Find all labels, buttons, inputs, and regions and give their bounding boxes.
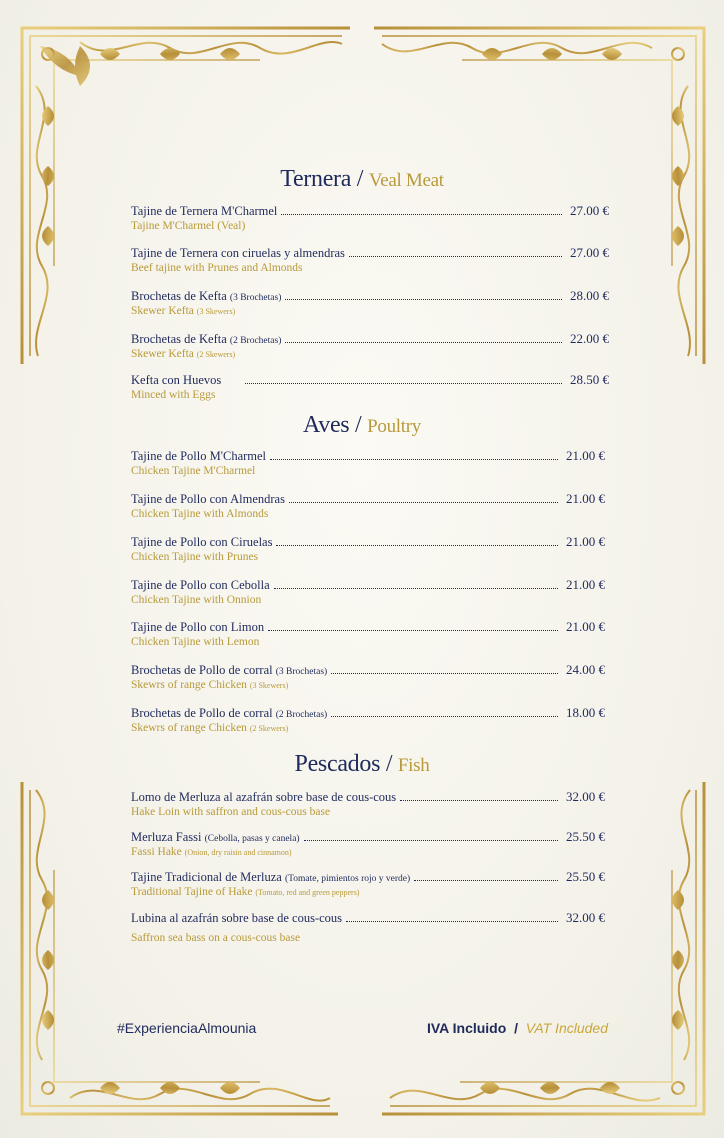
item-name: Brochetas de Kefta (2 Brochetas) [131, 332, 282, 346]
dot-leader [349, 255, 562, 257]
item-description: Skewer Kefta (3 Skewers) [131, 305, 236, 317]
item-name: Merluza Fassi (Cebolla, pasas y canela) [131, 830, 300, 844]
item-description: Skewer Kefta (2 Skewers) [131, 348, 236, 360]
menu-item [131, 577, 605, 606]
item-price: 24.00 € [566, 662, 605, 677]
dot-leader [270, 458, 558, 460]
item-name: Tajine de Pollo con Cebolla [131, 578, 270, 592]
menu-item [131, 372, 609, 401]
dot-leader [289, 501, 558, 503]
item-description: Chicken Tajine with Onnion [131, 594, 262, 606]
menu-item [131, 829, 605, 858]
section-title-slash: / [356, 166, 364, 192]
menu-item [131, 331, 609, 360]
item-price: 21.00 € [566, 491, 605, 506]
section-title-ternera [0, 166, 724, 193]
item-price: 21.00 € [566, 534, 605, 549]
dot-leader [285, 298, 562, 300]
item-name: Tajine de Pollo M'Charmel [131, 449, 267, 463]
dot-leader [245, 382, 562, 384]
dot-leader [276, 544, 558, 546]
item-description: Saffron sea bass on a cous-cous base [131, 932, 301, 944]
section-title-en: Veal Meat [368, 170, 444, 191]
item-description: Hake Loin with saffron and cous-cous base [131, 806, 331, 818]
item-price: 27.00 € [570, 245, 609, 260]
item-price: 25.50 € [566, 829, 605, 844]
dot-leader [331, 715, 558, 717]
item-description: Skewrs of range Chicken (2 Skewers) [131, 722, 289, 734]
item-price: 25.50 € [566, 869, 605, 884]
section-title-en: Fish [397, 755, 430, 776]
section-title-aves [0, 412, 724, 439]
item-description: Chicken Tajine with Prunes [131, 551, 259, 563]
item-name: Brochetas de Kefta (3 Brochetas) [131, 289, 282, 303]
dot-leader [285, 341, 562, 343]
item-name: Tajine de Pollo con Almendras [131, 492, 285, 506]
item-description: Traditional Tajine of Hake (Tomato, red and green peppers) [131, 886, 360, 898]
menu-item [131, 491, 605, 520]
menu-item [131, 245, 609, 274]
item-price: 27.00 € [570, 203, 609, 218]
menu-item [131, 534, 605, 563]
vat-slash: / [514, 1020, 518, 1036]
vat-en: VAT Included [525, 1020, 608, 1036]
item-description: Tajine M'Charmel (Veal) [131, 220, 246, 232]
item-price: 28.50 € [570, 372, 609, 387]
item-name: Lubina al azafrán sobre base de cous-cous [131, 911, 343, 925]
item-name: Tajine de Ternera con ciruelas y almendras [131, 246, 345, 260]
section-title-slash: / [385, 751, 393, 777]
item-name: Brochetas de Pollo de corral (2 Brochetas) [131, 706, 328, 720]
menu-item [131, 619, 605, 648]
section-title-slash: / [355, 412, 362, 438]
vat-note [427, 1020, 608, 1036]
item-name: Tajine de Pollo con Ciruelas [131, 535, 273, 549]
item-price: 22.00 € [570, 331, 609, 346]
section-title-es: Aves [303, 412, 350, 438]
item-name: Lomo de Merluza al azafrán sobre base de cous-cous [131, 790, 397, 804]
item-description: Minced with Eggs [131, 389, 216, 401]
menu-item [131, 705, 605, 734]
item-name: Tajine de Pollo con Limon [131, 620, 265, 634]
item-name: Tajine de Ternera M'Charmel [131, 204, 278, 218]
item-description: Chicken Tajine M'Charmel [131, 465, 256, 477]
dot-leader [268, 629, 558, 631]
menu-item [131, 869, 605, 898]
dot-leader [400, 799, 558, 801]
item-price: 21.00 € [566, 577, 605, 592]
item-price: 32.00 € [566, 910, 605, 925]
item-name: Tajine Tradicional de Merluza (Tomate, pimientos rojo y verde) [131, 870, 411, 884]
item-description: Chicken Tajine with Almonds [131, 508, 269, 520]
dot-leader [346, 920, 558, 922]
dot-leader [414, 879, 558, 881]
item-description: Chicken Tajine with Lemon [131, 636, 260, 648]
item-name: Kefta con Huevos [131, 373, 222, 387]
item-description: Fassi Hake (Onion, dry raisin and cinnamon) [131, 846, 292, 858]
item-price: 18.00 € [566, 705, 605, 720]
dot-leader [281, 213, 562, 215]
hashtag: #ExperienciaAlmounia [117, 1020, 257, 1036]
dot-leader [304, 839, 558, 841]
item-description: Beef tajine with Prunes and Almonds [131, 262, 303, 274]
item-price: 28.00 € [570, 288, 609, 303]
vat-es: IVA Incluido [426, 1020, 507, 1036]
menu-item [131, 662, 605, 691]
menu-item [131, 789, 605, 818]
item-description: Skewrs of range Chicken (3 Skewers) [131, 679, 289, 691]
menu-item [131, 910, 605, 944]
menu-item [131, 448, 605, 477]
menu-item [131, 288, 609, 317]
menu-item [131, 203, 609, 232]
section-title-es: Pescados [294, 751, 381, 777]
item-name: Brochetas de Pollo de corral (3 Brochetas) [131, 663, 328, 677]
item-price: 32.00 € [566, 789, 605, 804]
section-title-en: Poultry [367, 416, 421, 437]
dot-leader [331, 672, 558, 674]
item-price: 21.00 € [566, 619, 605, 634]
section-title-es: Ternera [280, 166, 352, 192]
dot-leader [274, 587, 558, 589]
item-price: 21.00 € [566, 448, 605, 463]
section-title-pescados [0, 751, 724, 778]
